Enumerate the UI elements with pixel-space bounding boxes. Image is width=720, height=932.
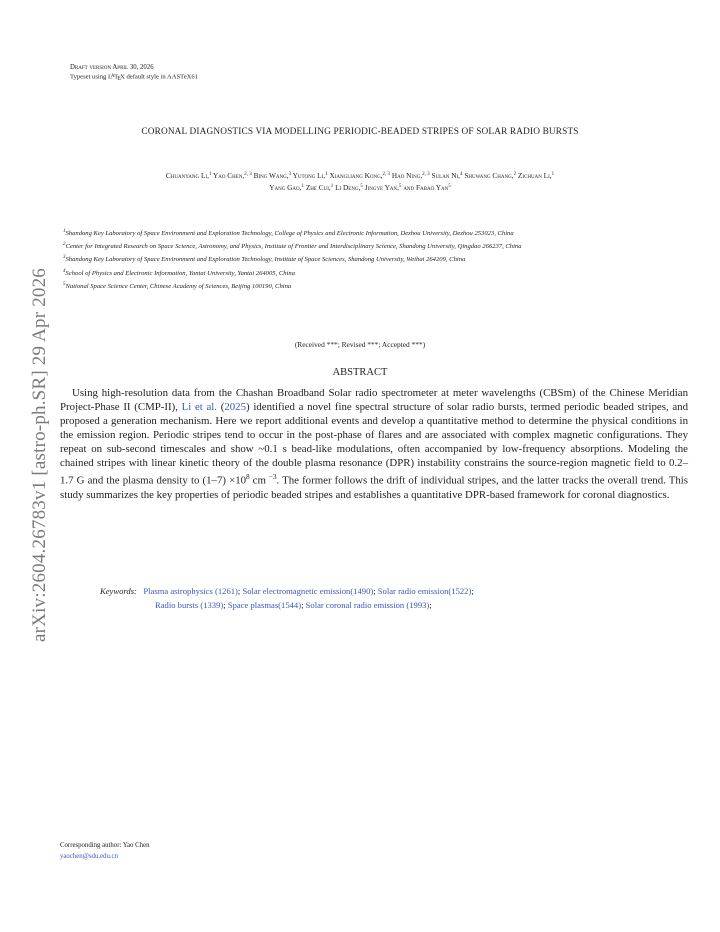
- citation-link-year[interactable]: 2025: [224, 401, 246, 414]
- keyword-link[interactable]: Radio bursts (1339): [155, 600, 224, 610]
- abstract-heading: ABSTRACT: [332, 367, 388, 378]
- author: Hao Ning,$^{2, 3}$: [391, 171, 430, 180]
- affiliation-item: $^4$School of Physics and Electronic Information, Yantai University, Yantai 264005, China: [63, 268, 295, 277]
- corresponding-author-footnote: [60, 841, 150, 862]
- keywords-line-2: Radio bursts (1339); Space plasmas(1544); Solar coronal radio emission (1993);: [155, 600, 432, 610]
- author: Jingye Yan,$^5$: [364, 183, 402, 192]
- author: Li Deng,$^5$: [335, 183, 363, 192]
- received-revised-accepted: (Received ***; Revised ***; Accepted ***): [294, 340, 426, 349]
- paper-title: CORONAL DIAGNOSTICS VIA MODELLING PERIODIC-BEADED STRIPES OF SOLAR RADIO BURSTS: [141, 127, 579, 137]
- keyword-link[interactable]: Solar electromagnetic emission(1490): [242, 586, 374, 596]
- affiliation-item: $^5$National Space Science Center, Chinese Academy of Sciences, Beijing 100190, China: [63, 281, 292, 290]
- draft-version-label: Draft version April 30, 2026: [70, 64, 154, 71]
- author: Chuanyang Li,$^1$: [165, 171, 212, 180]
- keyword-link[interactable]: Solar coronal radio emission (1993): [305, 600, 430, 610]
- affiliation-item: $^1$Shandong Key Laboratory of Space Environment and Exploration Technology, College of Physics and Electronic Information, Dezhou University, Dezhou 253023, China: [63, 229, 514, 237]
- author-list: [70, 169, 650, 193]
- citation-link-li-et-al[interactable]: Li et al.: [181, 401, 217, 414]
- author-email-link[interactable]: yaochen@sdu.edu.cn: [60, 852, 118, 860]
- author: Zichuan Li,$^1$: [517, 171, 555, 180]
- typeset-note: Typeset using $L^ATEX$ default style in AASTeX61: [70, 73, 198, 82]
- keywords-label: Keywords:: [100, 586, 137, 596]
- affiliation-item: $^3$Shandong Key Laboratory of Space Environment and Exploration Technology, Institute of Space Sciences, Shandong University, Weihai 264209, China: [63, 255, 466, 264]
- keyword-link[interactable]: Space plasmas(1544): [227, 600, 302, 610]
- author: Xiangliang Kong,$^{2, 3}$: [329, 171, 391, 180]
- abstract-paragraph: Using high-resolution data from the Chashan Broadband Solar radio spectrometer at meter wavelengths (CBSm) of the Chinese Meridian Project-Phase II (CMP-II), Li et al. (2025) identified a novel fine spectral structure of solar radio bursts, termed periodic beaded stripes, and proposed a generation mechanism. Here we report additional events and develop a quantitative method to determine the physical conditions in the emission region. Periodic stripes tend to occur in the post-phase of flares and are associated with complex magnetic configurations. They repeat on sub-second timescales and show ~0.1 s bead-like modulations, often accompanied by low-frequency absorptions. Modeling the chained stripes with linear kinetic theory of the double plasma resonance (DPR) instability constrains the source-region magnetic field to 0.2–1.7 G and the plasma density to $(1-7) \times 10^8$ cm $^{-3}$. The former follows the drift of individual stripes, and the latter tracks the overall trend. This study summarizes the key properties of periodic beaded stripes and establishes a quantitative DPR-based framework for coronal diagnostics.: [60, 387, 689, 501]
- author: and Fabao Yan$^5$: [403, 183, 451, 192]
- affiliation-item: $^2$Center for Integrated Research on Space Science, Astronomy, and Physics, Institute of Frontier and Interdisciplinary Science, Shandong University, Qingdao 266237, China: [63, 242, 522, 251]
- author: Yang Gao,$^1$: [269, 183, 304, 192]
- author: Yutong Li,$^1$: [292, 171, 328, 180]
- author: Sulan Ni,$^4$: [431, 171, 463, 180]
- author: Bing Wang,$^3$: [253, 171, 292, 180]
- keyword-link[interactable]: Plasma astrophysics (1261): [143, 586, 238, 596]
- keywords-block: Keywords: Plasma astrophysics (1261); Solar electromagnetic emission(1490); Solar radio emission(1522); Radio bursts (1339); Space plasmas(1544); Solar coronal radio emission (1993);: [100, 584, 660, 612]
- abstract-body: [60, 386, 688, 502]
- draft-header: [70, 64, 198, 82]
- arxiv-identifier-stamp: arXiv:2604.26783v1 [astro-ph.SR] 29 Apr 2026: [29, 268, 50, 642]
- author: Zhe Cui,$^1$: [305, 183, 334, 192]
- affiliation-list: [63, 226, 683, 292]
- keyword-link[interactable]: Solar radio emission(1522): [377, 586, 472, 596]
- author: Yao Chen,$^{2, 3}$: [212, 171, 252, 180]
- corresponding-author: Corresponding author: Yao Chen: [60, 842, 150, 849]
- author: Shuwang Chang,$^2$: [464, 171, 517, 180]
